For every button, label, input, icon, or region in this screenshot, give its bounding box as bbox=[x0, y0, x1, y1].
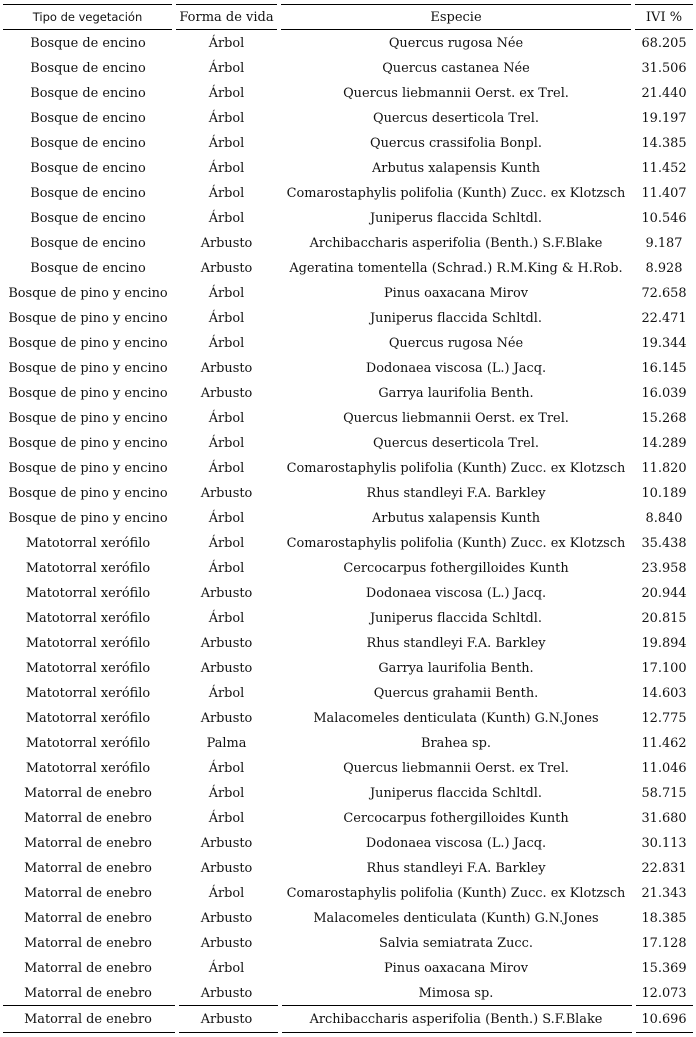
cell-species: Quercus deserticola Trel. bbox=[373, 436, 539, 451]
cell-ivi: 14.385 bbox=[641, 136, 687, 151]
cell-vegetation-type: Bosque de pino y encino bbox=[8, 361, 168, 376]
cell-species: Malacomeles denticulata (Kunth) G.N.Jones bbox=[313, 911, 599, 926]
cell-vegetation-type: Bosque de encino bbox=[30, 111, 146, 126]
cell-species: Quercus deserticola Trel. bbox=[373, 111, 539, 126]
cell-species: Cercocarpus fothergilloides Kunth bbox=[343, 811, 569, 826]
cell-species: Juniperus flaccida Schltdl. bbox=[370, 211, 542, 226]
cell-life-form: Arbusto bbox=[200, 861, 253, 876]
cell-life-form: Árbol bbox=[208, 36, 245, 51]
table-row bbox=[0, 656, 696, 681]
table-row bbox=[0, 681, 696, 706]
cell-life-form: Árbol bbox=[208, 161, 245, 176]
cell-vegetation-type: Bosque de encino bbox=[30, 261, 146, 276]
table-bottom-rule bbox=[3, 1032, 693, 1033]
table-row bbox=[0, 106, 696, 131]
cell-vegetation-type: Matorral de enebro bbox=[24, 936, 152, 951]
cell-life-form: Arbusto bbox=[200, 711, 253, 726]
cell-life-form: Árbol bbox=[208, 86, 245, 101]
cell-vegetation-type: Bosque de pino y encino bbox=[8, 336, 168, 351]
cell-life-form: Arbusto bbox=[200, 361, 253, 376]
cell-vegetation-type: Matotorral xerófilo bbox=[25, 661, 151, 676]
cell-species: Comarostaphylis polifolia (Kunth) Zucc. ex Klotzsch bbox=[286, 186, 626, 201]
cell-species: Dodonaea viscosa (L.) Jacq. bbox=[365, 836, 547, 851]
cell-ivi: 16.039 bbox=[641, 386, 687, 401]
cell-life-form: Arbusto bbox=[200, 936, 253, 951]
cell-ivi: 21.440 bbox=[641, 86, 687, 101]
table-row bbox=[0, 31, 696, 56]
cell-vegetation-type: Bosque de encino bbox=[30, 136, 146, 151]
table-row bbox=[0, 156, 696, 181]
cell-ivi: 8.928 bbox=[645, 261, 683, 276]
cell-vegetation-type: Bosque de encino bbox=[30, 186, 146, 201]
cell-vegetation-type: Matotorral xerófilo bbox=[25, 711, 151, 726]
cell-life-form: Árbol bbox=[208, 461, 245, 476]
cell-ivi: 9.187 bbox=[645, 236, 683, 251]
header-ivi: IVI % bbox=[635, 4, 693, 30]
cell-ivi: 30.113 bbox=[641, 836, 687, 851]
cell-ivi: 72.658 bbox=[641, 286, 687, 301]
cell-ivi: 11.407 bbox=[641, 186, 687, 201]
cell-vegetation-type: Matotorral xerófilo bbox=[25, 736, 151, 751]
cell-ivi: 10.546 bbox=[641, 211, 687, 226]
table-row bbox=[0, 456, 696, 481]
cell-life-form: Arbusto bbox=[200, 586, 253, 601]
table-row bbox=[0, 131, 696, 156]
cell-ivi: 11.046 bbox=[641, 761, 687, 776]
table-row bbox=[0, 706, 696, 731]
table-separator bbox=[3, 1005, 693, 1006]
cell-vegetation-type: Matotorral xerófilo bbox=[25, 761, 151, 776]
cell-life-form: Árbol bbox=[208, 336, 245, 351]
cell-ivi: 11.462 bbox=[641, 736, 687, 751]
cell-ivi: 15.268 bbox=[641, 411, 687, 426]
cell-life-form: Árbol bbox=[208, 136, 245, 151]
cell-species: Juniperus flaccida Schltdl. bbox=[370, 311, 542, 326]
cell-life-form: Árbol bbox=[208, 611, 245, 626]
cell-species: Rhus standleyi F.A. Barkley bbox=[366, 636, 546, 651]
cell-vegetation-type: Matotorral xerófilo bbox=[25, 586, 151, 601]
cell-life-form: Árbol bbox=[208, 436, 245, 451]
table-row bbox=[0, 806, 696, 831]
cell-species: Quercus crassifolia Bonpl. bbox=[370, 136, 542, 151]
cell-species: Ageratina tomentella (Schrad.) R.M.King & H.Rob. bbox=[289, 261, 623, 276]
table-row bbox=[0, 431, 696, 456]
cell-species: Dodonaea viscosa (L.) Jacq. bbox=[365, 586, 547, 601]
cell-vegetation-type: Bosque de encino bbox=[30, 161, 146, 176]
cell-vegetation-type: Matorral de enebro bbox=[24, 836, 152, 851]
cell-ivi: 58.715 bbox=[641, 786, 687, 801]
cell-species: Dodonaea viscosa (L.) Jacq. bbox=[365, 361, 547, 376]
cell-ivi: 14.289 bbox=[641, 436, 687, 451]
cell-life-form: Arbusto bbox=[200, 386, 253, 401]
table-row bbox=[0, 881, 696, 906]
table-row bbox=[0, 81, 696, 106]
cell-species: Rhus standleyi F.A. Barkley bbox=[366, 861, 546, 876]
cell-species: Juniperus flaccida Schltdl. bbox=[370, 611, 542, 626]
table-row bbox=[0, 181, 696, 206]
cell-vegetation-type: Matorral de enebro bbox=[24, 986, 152, 1001]
cell-life-form: Arbusto bbox=[200, 911, 253, 926]
cell-life-form: Árbol bbox=[208, 311, 245, 326]
cell-vegetation-type: Bosque de pino y encino bbox=[8, 386, 168, 401]
cell-vegetation-type: Bosque de encino bbox=[30, 211, 146, 226]
cell-life-form: Arbusto bbox=[200, 836, 253, 851]
cell-life-form: Árbol bbox=[208, 211, 245, 226]
cell-species: Quercus liebmannii Oerst. ex Trel. bbox=[343, 86, 569, 101]
table-row bbox=[0, 956, 696, 981]
cell-life-form: Árbol bbox=[208, 761, 245, 776]
cell-life-form: Arbusto bbox=[200, 236, 253, 251]
cell-species: Garrya laurifolia Benth. bbox=[378, 661, 534, 676]
cell-species: Pinus oaxacana Mirov bbox=[383, 286, 529, 301]
cell-life-form: Árbol bbox=[208, 111, 245, 126]
cell-ivi: 31.506 bbox=[641, 61, 687, 76]
cell-ivi: 22.831 bbox=[641, 861, 687, 876]
table-row bbox=[0, 981, 696, 1006]
cell-vegetation-type: Bosque de pino y encino bbox=[8, 286, 168, 301]
cell-vegetation-type: Bosque de pino y encino bbox=[8, 411, 168, 426]
table-row bbox=[0, 631, 696, 656]
cell-life-form: Arbusto bbox=[200, 986, 253, 1001]
cell-species: Comarostaphylis polifolia (Kunth) Zucc. ex Klotzsch bbox=[286, 461, 626, 476]
cell-species: Quercus liebmannii Oerst. ex Trel. bbox=[343, 761, 569, 776]
cell-life-form: Árbol bbox=[208, 186, 245, 201]
cell-ivi: 17.100 bbox=[641, 661, 687, 676]
cell-species: Garrya laurifolia Benth. bbox=[378, 386, 534, 401]
cell-vegetation-type: Matorral de enebro bbox=[24, 961, 152, 976]
cell-ivi: 19.344 bbox=[641, 336, 687, 351]
table-row bbox=[0, 906, 696, 931]
table-row bbox=[0, 231, 696, 256]
cell-species: Quercus grahamii Benth. bbox=[373, 686, 539, 701]
cell-ivi: 12.073 bbox=[641, 986, 687, 1001]
cell-ivi: 14.603 bbox=[641, 686, 687, 701]
cell-vegetation-type: Matorral de enebro bbox=[24, 861, 152, 876]
table-row bbox=[0, 506, 696, 531]
cell-vegetation-type: Bosque de encino bbox=[30, 61, 146, 76]
table-row bbox=[0, 831, 696, 856]
cell-ivi: 19.197 bbox=[641, 111, 687, 126]
cell-ivi: 10.696 bbox=[641, 1012, 687, 1027]
table-row bbox=[0, 531, 696, 556]
cell-life-form: Arbusto bbox=[200, 486, 253, 501]
cell-species: Quercus rugosa Née bbox=[388, 36, 524, 51]
cell-vegetation-type: Bosque de pino y encino bbox=[8, 311, 168, 326]
cell-life-form: Árbol bbox=[208, 961, 245, 976]
cell-species: Salvia semiatrata Zucc. bbox=[379, 936, 533, 951]
cell-species: Comarostaphylis polifolia (Kunth) Zucc. ex Klotzsch bbox=[286, 886, 626, 901]
cell-life-form: Árbol bbox=[208, 686, 245, 701]
cell-ivi: 15.369 bbox=[641, 961, 687, 976]
cell-life-form: Árbol bbox=[208, 561, 245, 576]
cell-life-form: Árbol bbox=[208, 536, 245, 551]
cell-ivi: 23.958 bbox=[641, 561, 687, 576]
cell-life-form: Arbusto bbox=[200, 261, 253, 276]
table-row bbox=[0, 481, 696, 506]
cell-species: Cercocarpus fothergilloides Kunth bbox=[343, 561, 569, 576]
cell-ivi: 11.820 bbox=[641, 461, 687, 476]
table-row bbox=[0, 281, 696, 306]
cell-ivi: 10.189 bbox=[641, 486, 687, 501]
cell-species: Archibaccharis asperifolia (Benth.) S.F.Blake bbox=[309, 236, 603, 251]
cell-ivi: 22.471 bbox=[641, 311, 687, 326]
cell-ivi: 31.680 bbox=[641, 811, 687, 826]
cell-ivi: 8.840 bbox=[645, 511, 683, 526]
cell-vegetation-type: Bosque de pino y encino bbox=[8, 461, 168, 476]
cell-ivi: 21.343 bbox=[641, 886, 687, 901]
cell-vegetation-type: Bosque de encino bbox=[30, 36, 146, 51]
cell-species: Arbutus xalapensis Kunth bbox=[371, 161, 541, 176]
table-row bbox=[0, 781, 696, 806]
cell-species: Quercus castanea Née bbox=[382, 61, 530, 76]
cell-ivi: 17.128 bbox=[641, 936, 687, 951]
header-vegetation-type: Tipo de vegetación bbox=[3, 4, 172, 30]
cell-vegetation-type: Matotorral xerófilo bbox=[25, 536, 151, 551]
cell-ivi: 16.145 bbox=[641, 361, 687, 376]
cell-ivi: 18.385 bbox=[641, 911, 687, 926]
cell-vegetation-type: Matotorral xerófilo bbox=[25, 611, 151, 626]
table-row bbox=[0, 581, 696, 606]
cell-species: Quercus liebmannii Oerst. ex Trel. bbox=[343, 411, 569, 426]
cell-life-form: Árbol bbox=[208, 786, 245, 801]
cell-vegetation-type: Bosque de encino bbox=[30, 236, 146, 251]
header-life-form: Forma de vida bbox=[176, 4, 277, 30]
table-row bbox=[0, 331, 696, 356]
cell-ivi: 19.894 bbox=[641, 636, 687, 651]
cell-vegetation-type: Matorral de enebro bbox=[24, 1012, 152, 1027]
cell-life-form: Arbusto bbox=[200, 636, 253, 651]
cell-life-form: Árbol bbox=[208, 411, 245, 426]
cell-life-form: Palma bbox=[206, 736, 247, 751]
table-row bbox=[0, 206, 696, 231]
cell-species: Juniperus flaccida Schltdl. bbox=[370, 786, 542, 801]
table-body bbox=[0, 31, 696, 1032]
cell-vegetation-type: Bosque de pino y encino bbox=[8, 436, 168, 451]
table-row bbox=[0, 606, 696, 631]
table-row bbox=[0, 556, 696, 581]
table-row bbox=[0, 756, 696, 781]
cell-vegetation-type: Matotorral xerófilo bbox=[25, 636, 151, 651]
cell-ivi: 11.452 bbox=[641, 161, 687, 176]
cell-species: Arbutus xalapensis Kunth bbox=[371, 511, 541, 526]
cell-vegetation-type: Matorral de enebro bbox=[24, 911, 152, 926]
table-row bbox=[0, 256, 696, 281]
cell-ivi: 35.438 bbox=[641, 536, 687, 551]
cell-life-form: Arbusto bbox=[200, 1012, 253, 1027]
cell-species: Pinus oaxacana Mirov bbox=[383, 961, 529, 976]
table-row bbox=[0, 856, 696, 881]
table-row bbox=[0, 931, 696, 956]
cell-life-form: Árbol bbox=[208, 61, 245, 76]
cell-ivi: 68.205 bbox=[641, 36, 687, 51]
table-row bbox=[0, 1007, 696, 1032]
cell-vegetation-type: Bosque de encino bbox=[30, 86, 146, 101]
cell-species: Quercus rugosa Née bbox=[388, 336, 524, 351]
cell-vegetation-type: Matotorral xerófilo bbox=[25, 561, 151, 576]
cell-life-form: Arbusto bbox=[200, 661, 253, 676]
cell-species: Archibaccharis asperifolia (Benth.) S.F.Blake bbox=[309, 1012, 603, 1027]
cell-species: Rhus standleyi F.A. Barkley bbox=[366, 486, 546, 501]
cell-vegetation-type: Bosque de pino y encino bbox=[8, 511, 168, 526]
table-row bbox=[0, 306, 696, 331]
cell-vegetation-type: Matotorral xerófilo bbox=[25, 686, 151, 701]
cell-life-form: Árbol bbox=[208, 286, 245, 301]
table-header bbox=[0, 4, 696, 30]
header-species: Especie bbox=[281, 4, 631, 30]
cell-species: Malacomeles denticulata (Kunth) G.N.Jones bbox=[313, 711, 599, 726]
cell-life-form: Árbol bbox=[208, 511, 245, 526]
table-row bbox=[0, 731, 696, 756]
cell-species: Mimosa sp. bbox=[418, 986, 494, 1001]
cell-species: Brahea sp. bbox=[421, 736, 491, 751]
table-row bbox=[0, 356, 696, 381]
cell-ivi: 12.775 bbox=[641, 711, 687, 726]
cell-vegetation-type: Bosque de pino y encino bbox=[8, 486, 168, 501]
cell-species: Comarostaphylis polifolia (Kunth) Zucc. ex Klotzsch bbox=[286, 536, 626, 551]
table-row bbox=[0, 381, 696, 406]
table-row bbox=[0, 56, 696, 81]
cell-vegetation-type: Matorral de enebro bbox=[24, 886, 152, 901]
cell-life-form: Árbol bbox=[208, 811, 245, 826]
cell-vegetation-type: Matorral de enebro bbox=[24, 786, 152, 801]
cell-vegetation-type: Matorral de enebro bbox=[24, 811, 152, 826]
table-row bbox=[0, 406, 696, 431]
cell-ivi: 20.815 bbox=[641, 611, 687, 626]
cell-ivi: 20.944 bbox=[641, 586, 687, 601]
cell-life-form: Árbol bbox=[208, 886, 245, 901]
